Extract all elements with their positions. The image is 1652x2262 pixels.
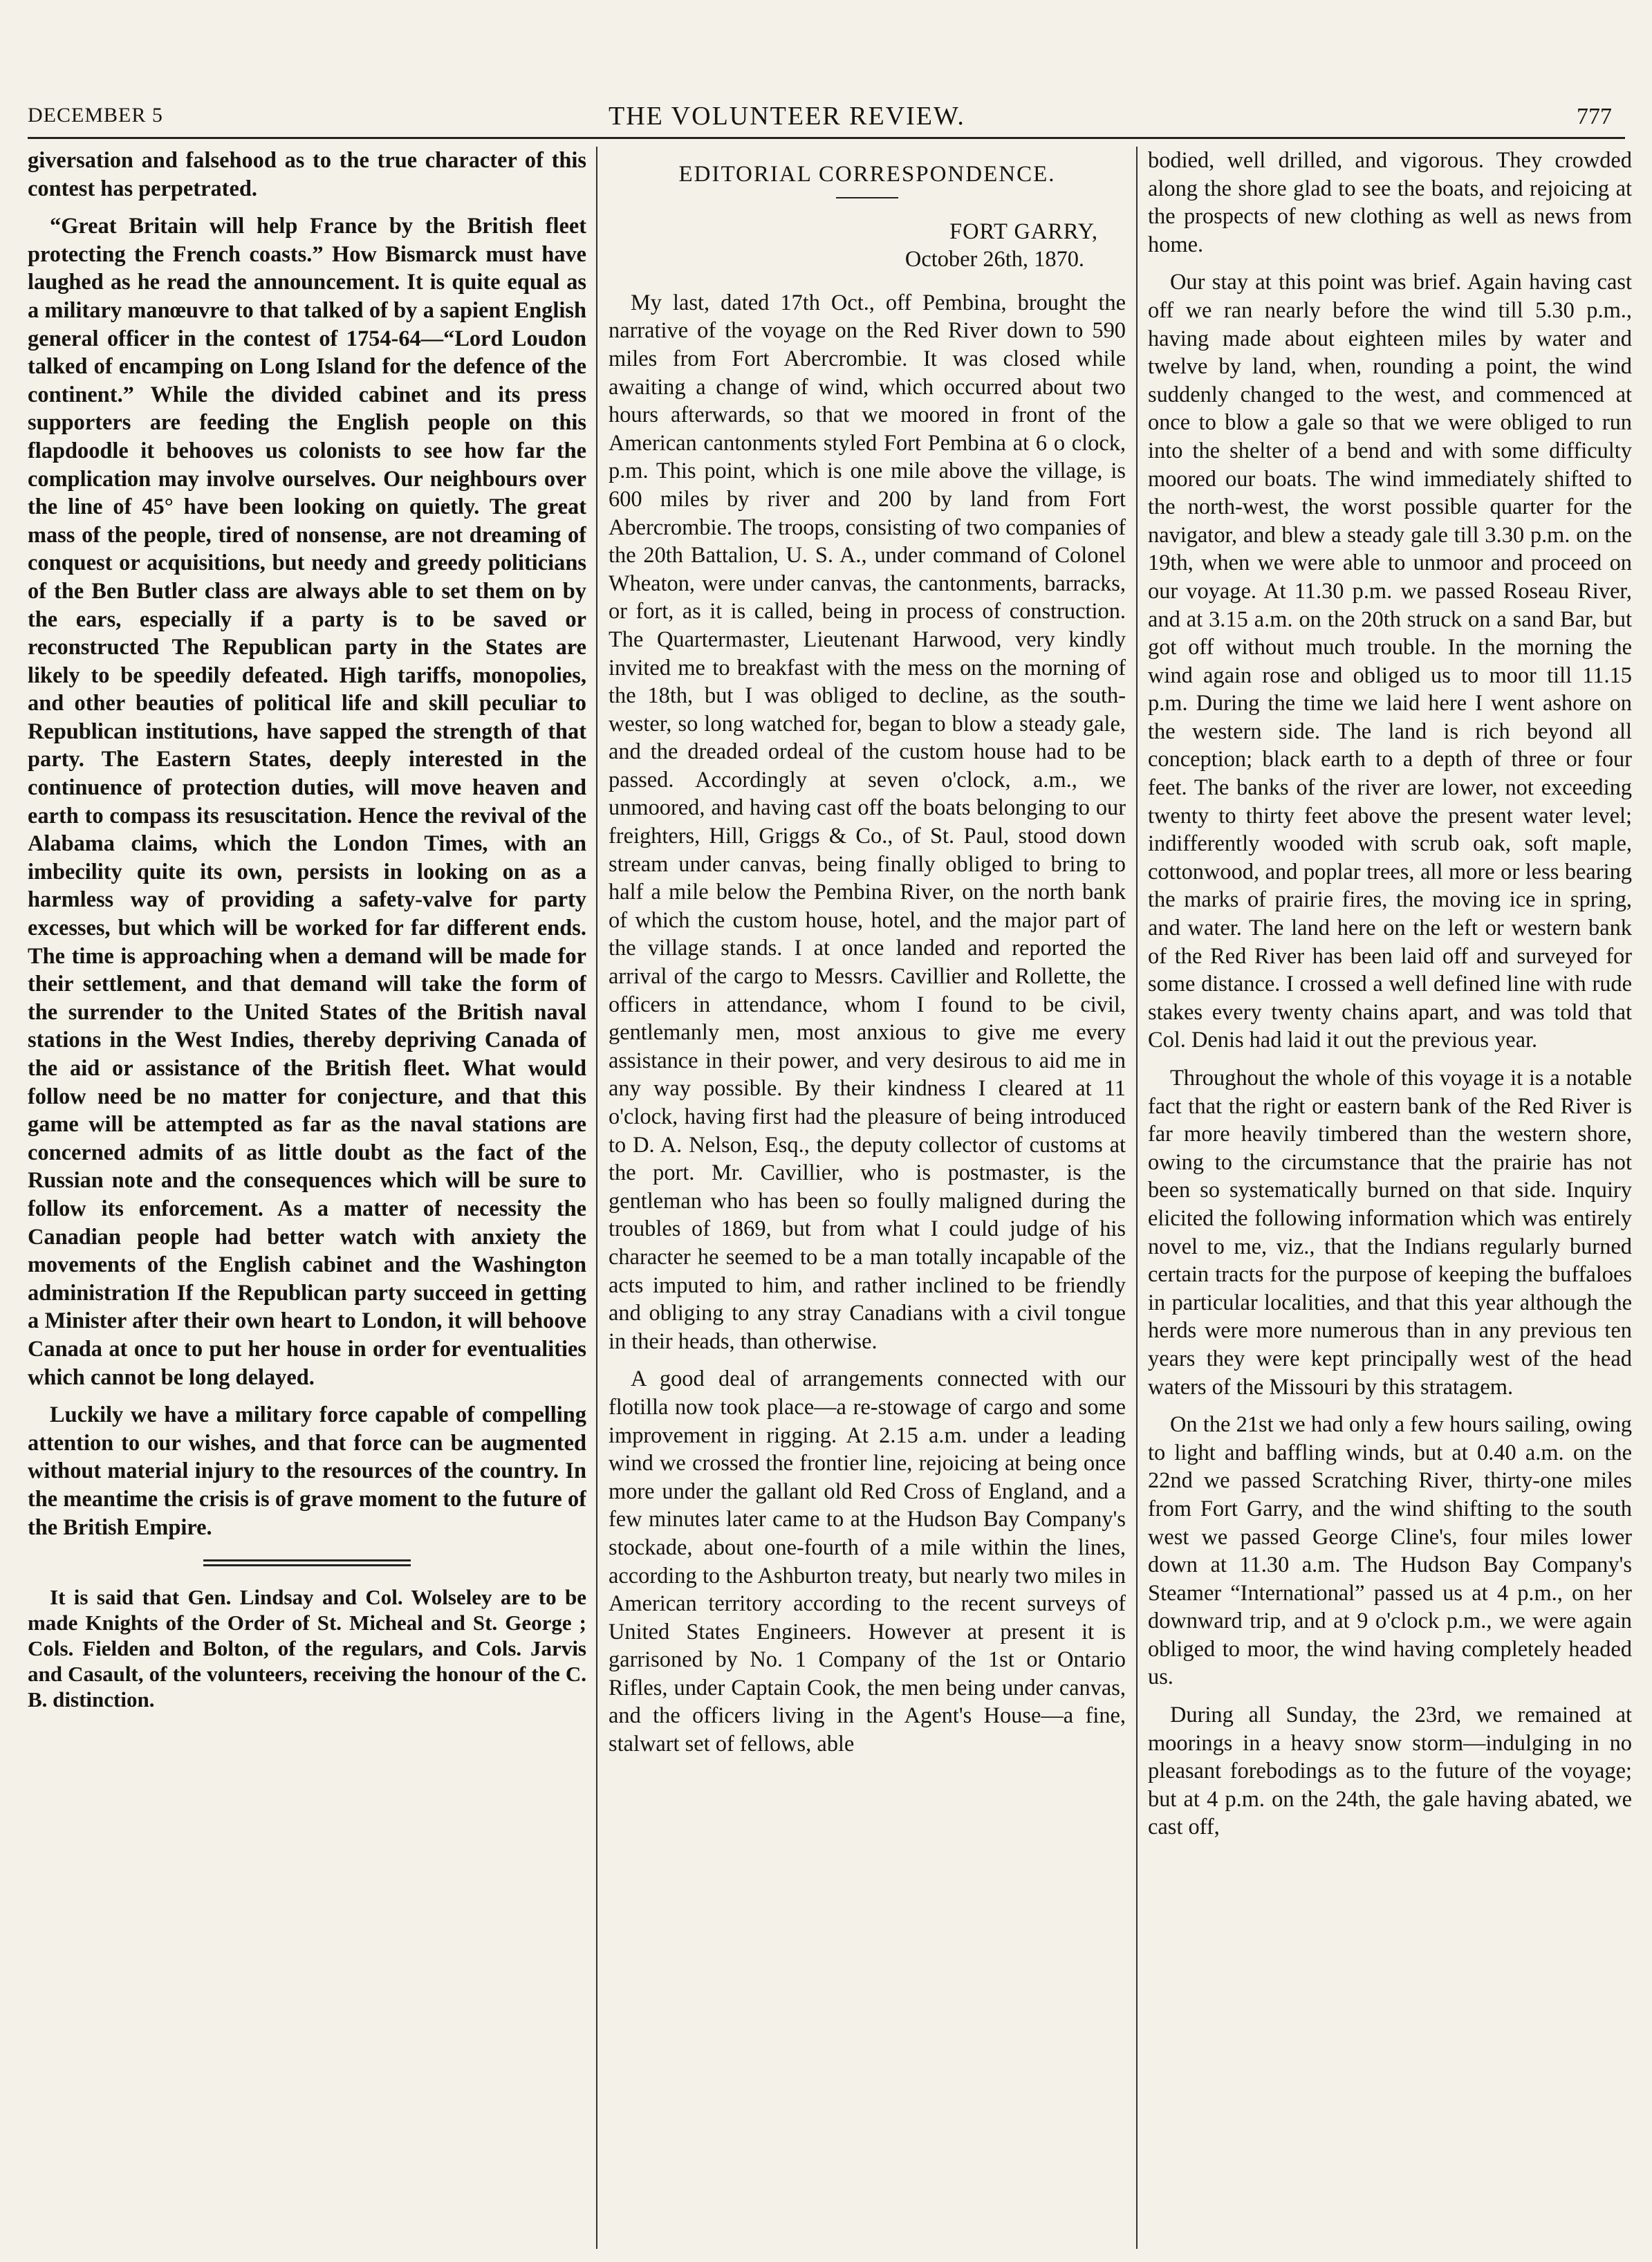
paragraph: Luckily we have a military force capable of compelling attention to our wishes, and that force can be augmented without material injury to the resources of the country. In the meantime the crisis is of grave moment to the future of the British Empire. — [28, 1402, 586, 1540]
column-1 — [28, 147, 586, 2249]
column-divider — [1136, 147, 1138, 2249]
paragraph: Throughout the whole of this voyage it is a notable fact that the right or eastern bank of the Red River is far more heavily timbered than the western shore, owing to the circumstance that the prairie has not been so systematically burned on that side. Inquiry elicited the following information which was entirely novel to me, viz., that the Indians regularly burned certain tracts for the purpose of keeping the buffaloes in particular localities, and that this year although the herds were more numerous than in any previous ten years they were kept principally west of the head waters of the Missouri by this stratagem. — [1148, 1066, 1632, 1400]
news-note: It is said that Gen. Lindsay and Col. Wolseley are to be made Knights of the Order of St. Micheal and St. George ; Cols. Fielden and Bolton, of the regulars, and Cols. Jarvis and Casault, of the volunteers, receiving the honour of the C. B. distinction. — [28, 1585, 586, 1712]
issue-date: DECEMBER 5 — [28, 104, 163, 127]
publication-title: THE VOLUNTEER REVIEW. — [609, 102, 965, 131]
section-title: EDITORIAL CORRESPONDENCE. — [678, 162, 1056, 187]
column-divider — [596, 147, 597, 2249]
section-divider — [203, 1559, 411, 1566]
paragraph: Our stay at this point was brief. Again having cast off we ran nearly before the wind till 5.30 p.m., having made about eighteen miles by water and twelve by land, when, rounding a point, the wind suddenly changed to the west, and commenced at once to blow a gale so that we were obliged to run into the shelter of a bend and with some difficulty moored our boats. The wind immediately shifted to the north-west, the worst possible quarter for the navigator, and blew a steady gale till 3.30 p.m. on the 19th, when we were able to unmoor and proceed on our voyage. At 11.30 p.m. we passed Roseau River, and at 3.15 a.m. on the 20th struck on a sand Bar, but got off without much trouble. In the morning the wind again rose and obliged us to moor till 11.15 p.m. During the time we laid here I went ashore on the western side. The land is rich beyond all conception; black earth to a depth of three or four feet. The banks of the river are lower, not exceeding twenty to thirty feet above the present water level; indifferently wooded with scrub oak, soft maple, cottonwood, and poplar trees, all more or less bearing the marks of prairie fires, the moving ice in spring, and water. The land here on the left or western bank of the Red River has been laid off and surveyed for some distance. I crossed a well defined line with rude stakes every twenty chains apart, and was told that Col. Denis had laid it out the previous year. — [1148, 270, 1632, 1053]
paragraph: My last, dated 17th Oct., off Pembina, brought the narrative of the voyage on the Red River down to 590 miles from Fort Abercrombie. It was closed while awaiting a change of wind, which occurred about two hours afterwards, so that we moored in front of the American cantonments styled Fort Pembina at 6 o clock, p.m. This point, which is one mile above the village, is 600 miles by river and 200 by land from Fort Abercrombie. The troops, consisting of two companies of the 20th Battalion, U. S. A., under command of Colonel Wheaton, were under canvas, the cantonments, barracks, or fort, as it is called, being in process of construction. The Quartermaster, Lieutenant Harwood, very kindly invited me to breakfast with the mess on the morning of the 18th, but I was obliged to decline, as the south-wester, so long watched for, began to blow a steady gale, and the dreaded ordeal of the custom house had to be passed. Accordingly at seven o'clock, a.m., we unmoored, and having cast off the boats belonging to our freighters, Hill, Griggs & Co., of St. Paul, stood down stream under canvas, being finally obliged to bring to half a mile below the Pembina River, on the north bank of which the custom house, hotel, and the major part of the village stands. I at once landed and reported the arrival of the cargo to Messrs. Cavillier and Rollette, the officers in attendance, whom I found to be civil, gentlemanly men, most anxious to give me every assistance in their power, and very desirous to aid me in any way possible. By their kindness I cleared at 11 o'clock, having first had the pleasure of being introduced to D. A. Nelson, Esq., the deputy collector of customs at the port. Mr. Cavillier, who is postmaster, is the gentleman who has been so foully maligned during the troubles of 1869, but from what I could judge of his character he seemed to be a man totally incapable of the acts imputed to him, and rather inclined to be friendly and obliging to any stray Canadians with a civil tongue in their heads, than otherwise. — [609, 290, 1126, 1354]
paragraph: During all Sunday, the 23rd, we remained at moorings in a heavy snow storm—indulging in no pleasant forebodings as to the future of the voyage; but at 4 p.m. on the 24th, the gale having abated, we cast off, — [1148, 1703, 1632, 1840]
header-rule — [28, 137, 1625, 139]
column-2 — [609, 147, 1126, 2249]
dateline-place: FORT GARRY, — [949, 219, 1098, 244]
paragraph: A good deal of arrangements connected with our flotilla now took place—a re-stowage of cargo and some improvement in rigging. At 2.15 a.m. under a leading wind we crossed the frontier line, rejoicing at being once more under the gallant old Red Cross of England, and a few minutes later came to at the Hudson Bay Company's stockade, about one-fourth of a mile within the lines, according to the Ashburton treaty, but nearly two miles in American territory according to the recent surveys of United States Engineers. However at present it is garrisoned by No. 1 Company of the 1st or Ontario Rifles, under Captain Cook, the men being under canvas, and the officers living in the Agent's House—a fine, stalwart set of fellows, able — [609, 1366, 1126, 1757]
paragraph: bodied, well drilled, and vigorous. They crowded along the shore glad to see the boats, and rejoicing at the prospects of new clothing as well as news from home. — [1148, 148, 1632, 257]
paragraph: “Great Britain will help France by the British fleet protecting the French coasts.” How Bismarck must have laughed as he read the announcement. It is quite equal as a military manœuvre to that talked of by a sapient English general officer in the contest of 1754-64—“Lord Loudon talked of encamping on Long Island for the defence of the continent.” While the divided cabinet and its press supporters are feeding the English people on this flapdoodle it behooves us colonists to see how far the complication may involve ourselves. Our neighbours over the line of 45° have been looking on quietly. The great mass of the people, tired of nonsense, are not dreaming of conquest or acquisitions, but needy and greedy politicians of the Ben Butler class are always able to set them on by the ears, especially if a party is to be saved or reconstructed The Republican party in the States are likely to be speedily defeated. High tariffs, monopolies, and other beauties of political life and skill peculiar to Republican institutions, have sapped the strength of that party. The Eastern States, deeply interested in the continuence of protection duties, will move heaven and earth to compass its resuscitation. Hence the revival of the Alabama claims, which the London Times, with an imbecility quite its own, persists in looking on as a harmless way of providing a safety-valve for party excesses, but which will be worked for far different ends. The time is approaching when a demand will be made for their settlement, and that demand will take the form of the surrender to the United States of the British naval stations in the West Indies, thereby depriving Canada of the aid or assistance of the British fleet. What would follow need be no matter for conjecture, and that this game will be attempted as far as the naval stations are concerned admits of as little doubt as the fact of the Russian note and the consequences which will be sure to follow its enforcement. As a matter of necessity the Canadian people had better watch with anxiety the movements of the English cabinet and the Washington administration If the Republican party succeed in getting a Minister after their own heart to London, it will behoove Canada at once to put her house in order for eventualities which cannot be long delayed. — [28, 214, 586, 1390]
paragraph: On the 21st we had only a few hours sailing, owing to light and baffling winds, but at 0.40 a.m. on the 22nd we passed Scratching River, thirty-one miles from Fort Garry, and the wind shifting to the south west we passed George Cline's, four miles lower down at 11.30 a.m. The Hudson Bay Company's Steamer “International” passed us at 4 p.m., on her downward trip, and at 9 o'clock p.m., we were again obliged to moor, the wind having completely headed us. — [1148, 1412, 1632, 1690]
paragraph: giversation and falsehood as to the true character of this contest has perpetrated. — [28, 148, 586, 201]
title-rule — [836, 197, 898, 198]
column-3 — [1148, 147, 1632, 2249]
page-header — [0, 0, 1652, 131]
dateline-date: October 26th, 1870. — [904, 247, 1084, 272]
page-number: 777 — [1577, 104, 1612, 129]
